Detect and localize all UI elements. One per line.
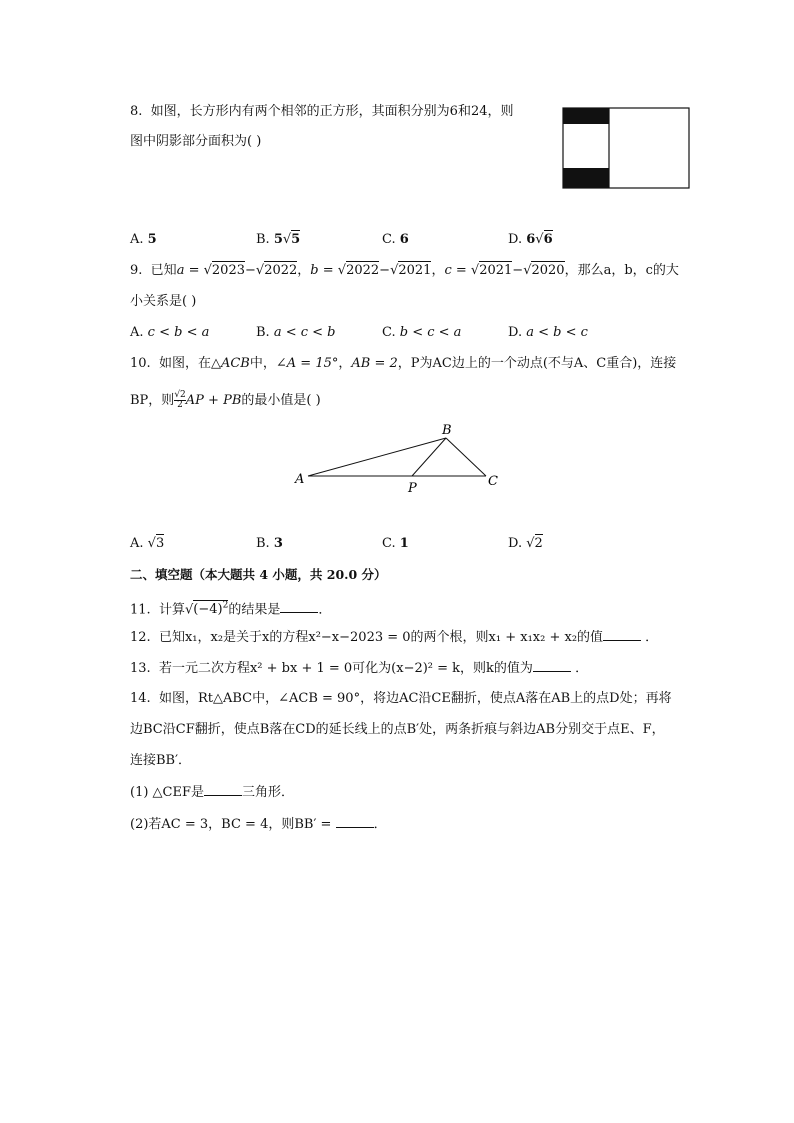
q14-sub2-blank[interactable] — [336, 815, 374, 828]
q14-sub2 — [130, 815, 387, 834]
q10-expression: AP + PB — [185, 393, 242, 408]
q10-option-b — [256, 535, 283, 553]
q10-option-b-letter: B. — [256, 536, 270, 551]
q10-option-a-letter: A. — [130, 536, 144, 551]
q10-option-d-letter: D. — [508, 536, 523, 551]
q9-option-b-value: a < c < b — [273, 325, 336, 340]
section-2-heading: 二、填空题（本大题共 4 小题，共 20.0 分） — [130, 567, 387, 582]
q11-stem-a: 计算 — [158, 602, 185, 618]
q9-radicand-2020: 2020 — [531, 263, 565, 278]
q14-stem-3: 连接BB′． — [130, 753, 192, 768]
q9-option-a-value: c < b < a — [147, 325, 210, 340]
q8-line2 — [130, 133, 261, 151]
q14-sub1-b: 三角形． — [242, 785, 295, 800]
q9-line1: 9. 已知a = √2023−√2022，b = √2022−√2021，c = √2021−√2020，那么a，b，c的大 — [130, 263, 679, 278]
q9-option-d-letter: D. — [508, 325, 523, 340]
q9-number: 9. — [130, 263, 143, 278]
q9-var-a: a — [176, 263, 185, 278]
q9-option-a — [130, 324, 209, 342]
q10-stem-2c: 的最小值是( ) — [241, 393, 321, 408]
q9-suffix: ，那么a，b，c的大 — [564, 263, 679, 278]
q9-option-d-value: a < b < c — [526, 325, 588, 340]
q10-stem-1b: 中， — [249, 356, 276, 371]
q10-stem-2a: BP，则 — [130, 393, 175, 408]
q9-var-b: b — [310, 263, 319, 278]
q9-option-a-letter: A. — [130, 325, 144, 340]
q8-option-d-radicand: 6 — [543, 232, 553, 247]
q12-end: ． — [645, 630, 659, 645]
q8-figure — [561, 106, 691, 190]
q14-number: 14. — [130, 691, 151, 706]
q11-number: 11. — [130, 602, 151, 618]
q9-radicand-2023: 2023 — [211, 263, 245, 278]
q14-stem-1: 如图，Rt△ABC中，∠ACB = 90°，将边AC沿CE翻折，使点A落在AB上的点D处；再将 — [158, 691, 672, 706]
q8-option-b-radicand: 5 — [291, 232, 301, 247]
q12-answer-blank[interactable] — [603, 628, 641, 641]
q10-option-c — [382, 535, 409, 553]
q10-triangle: △ACB — [210, 356, 250, 371]
q8-number: 8. — [130, 104, 143, 119]
q8-option-b: B. 5√5 — [256, 232, 301, 247]
q9-radicand-2021b: 2021 — [479, 263, 513, 278]
q10-segment-bp — [412, 438, 446, 476]
q10-option-d-radicand: 2 — [534, 536, 543, 551]
q13-line — [130, 659, 588, 678]
q11-line: 11. 计算$√(-4)^2$的结果是 ． — [130, 601, 332, 618]
q12-line — [130, 628, 658, 647]
q14-line3 — [130, 752, 191, 770]
q10-option-a: A. √3 — [130, 536, 165, 551]
q8-option-a-letter: A. — [130, 232, 144, 247]
q13-stem: 若一元二次方程x² + bx + 1 = 0可化为(x−2)² = k，则k的值为 — [158, 661, 533, 676]
q11-stem-b: 的结果是 — [228, 602, 281, 618]
q10-label-a: A — [295, 472, 305, 487]
q13-number: 13. — [130, 661, 151, 676]
q10-line1: 10. 如图，在△ACB中，∠A = 15°，AB = 2，P为AC边上的一个动点(不与A、C重合)，连接 — [130, 356, 677, 371]
q8-option-c-value: 6 — [399, 232, 409, 247]
q11-radicand — [193, 600, 228, 617]
q14-sub1 — [130, 783, 294, 802]
q9-radicand-2021a: 2021 — [398, 263, 432, 278]
q9-radicand-2022b: 2022 — [346, 263, 380, 278]
q14-sub2-a: (2)若AC = 3，BC = 4，则BB′ = — [130, 817, 332, 832]
q10-figure — [290, 418, 510, 498]
q10-fraction: $\frac{√2}{2}$ — [174, 390, 186, 410]
q10-angle: ∠A = 15° — [275, 356, 339, 371]
q8-line1 — [130, 103, 514, 121]
q8-option-d: D. 6√6 — [508, 232, 553, 247]
q14-line2 — [130, 721, 665, 739]
q10-line2 — [130, 391, 321, 410]
q9-option-c — [382, 324, 461, 342]
q12-number: 12. — [130, 630, 151, 645]
q9-option-d — [508, 324, 588, 342]
q11-answer-blank[interactable] — [280, 600, 318, 613]
q13-answer-blank[interactable] — [533, 659, 571, 672]
q10-label-c: C — [488, 474, 498, 489]
q14-sub2-end: ． — [373, 817, 387, 832]
q10-option-c-letter: C. — [382, 536, 396, 551]
q14-line1 — [130, 690, 672, 708]
q10-number: 10. — [130, 356, 151, 371]
q8-shaded-bottom — [563, 168, 609, 188]
q14-sub1-a: (1) △CEF是 — [130, 785, 205, 800]
q10-option-c-value: 1 — [399, 536, 409, 551]
q9-stem-2: 小关系是( ) — [130, 294, 197, 309]
q8-option-b-coef: 5 — [273, 232, 283, 247]
q10-option-b-value: 3 — [273, 536, 283, 551]
q8-stem-2: 图中阴影部分面积为( ) — [130, 134, 262, 149]
q9-option-c-letter: C. — [382, 325, 396, 340]
q8-shaded-top — [563, 108, 609, 124]
q10-label-b: B — [442, 423, 452, 438]
q8-option-a-value: 5 — [147, 232, 157, 247]
q8-option-a — [130, 231, 157, 249]
q9-option-b-letter: B. — [256, 325, 270, 340]
q9-radicand-2022a: 2022 — [264, 263, 298, 278]
q9-line2 — [130, 293, 196, 311]
q10-option-a-radicand: 3 — [155, 536, 165, 551]
q8-option-d-letter: D. — [508, 232, 523, 247]
q10-side-ab — [308, 438, 446, 476]
q10-side-bc — [446, 438, 486, 476]
q12-stem: 已知x₁，x₂是关于x的方程x²−x−2023 = 0的两个根，则x₁ + x₁x₂ + x₂的值 — [158, 630, 604, 645]
q14-sub1-blank[interactable] — [204, 783, 242, 796]
q10-label-p: P — [408, 481, 417, 496]
q11-exponent: 2 — [222, 601, 229, 611]
q8-option-c — [382, 231, 409, 249]
q11-end: ． — [318, 602, 332, 618]
q8-option-c-letter: C. — [382, 232, 396, 247]
q9-var-c: c — [444, 263, 452, 278]
q8-stem-1: 如图，长方形内有两个相邻的正方形，其面积分别为6和24，则 — [150, 104, 514, 119]
q10-stem-1c: ，P为AC边上的一个动点(不与A、C重合)，连接 — [397, 356, 677, 371]
q10-ab: AB = 2 — [351, 356, 398, 371]
q9-option-c-value: b < c < a — [399, 325, 462, 340]
q10-option-d: D. √2 — [508, 536, 543, 551]
q14-stem-2: 边BC沿CF翻折，使点B落在CD的延长线上的点B′处，两条折痕与斜边AB分别交于点E、F， — [130, 722, 665, 737]
q13-end: ． — [575, 661, 589, 676]
q9-prefix: 已知 — [150, 263, 177, 278]
q8-option-b-letter: B. — [256, 232, 270, 247]
q11-radicand-base: (−4) — [193, 602, 223, 618]
q8-option-d-coef: 6 — [526, 232, 536, 247]
q9-option-b — [256, 324, 336, 342]
q10-stem-1a: 如图，在 — [158, 356, 211, 371]
